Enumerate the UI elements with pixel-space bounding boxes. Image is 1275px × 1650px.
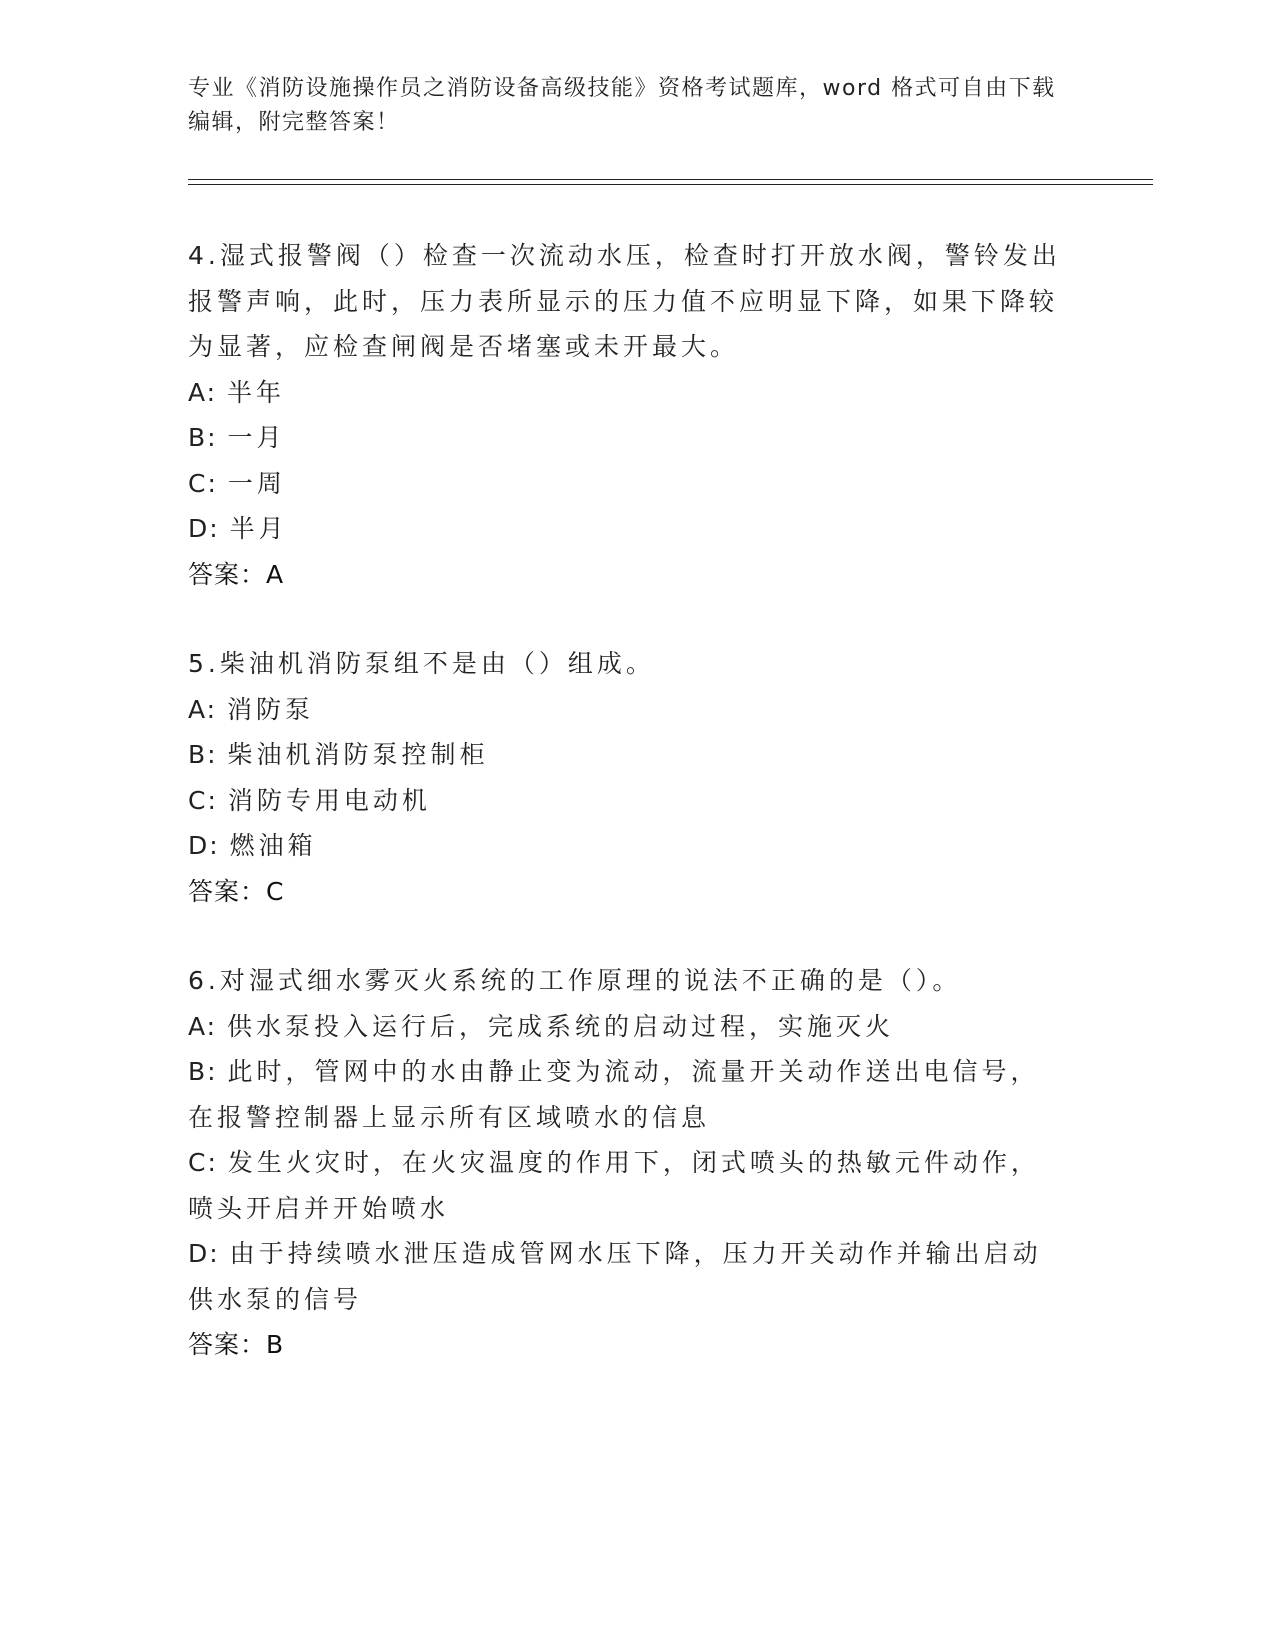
answer-line: 答案：A <box>188 559 285 589</box>
option-c <box>188 461 1068 507</box>
option-text: 消防专用电动机 <box>227 785 431 815</box>
option-a <box>188 687 1068 733</box>
option-d <box>188 1231 1068 1322</box>
option-label: C: <box>188 468 228 498</box>
option-label: A: <box>188 377 228 407</box>
option-label: D: <box>188 514 230 543</box>
option-label: B: <box>188 1057 228 1086</box>
option-c <box>188 778 1068 824</box>
option-text: 半年 <box>227 377 286 407</box>
option-text: 柴油机消防泵控制柜 <box>227 740 489 769</box>
option-label: C: <box>188 1148 228 1177</box>
option-b <box>188 415 1068 461</box>
header-divider-bottom <box>188 184 1153 185</box>
option-text: 由于持续喷水泄压造成管网水压下降，压力开关动作并输出启动供水泵的信号 <box>188 1239 1042 1314</box>
question-stem: 4.湿式报警阀（）检查一次流动水压，检查时打开放水阀，警铃发出报警声响，此时，压力表所显示的压力值不应明显下降，如果下降较为显著，应检查闸阀是否堵塞或未开最大。 <box>188 241 1061 361</box>
option-b <box>188 1049 1068 1140</box>
header-divider-top <box>188 179 1153 180</box>
option-text: 一周 <box>227 468 286 498</box>
answer-line: 答案：C <box>188 876 285 906</box>
question-stem: 5.柴油机消防泵组不是由（）组成。 <box>188 649 655 678</box>
option-label: B: <box>188 740 228 769</box>
option-label: A: <box>188 694 228 724</box>
option-label: D: <box>188 1239 230 1268</box>
option-text: 半月 <box>229 514 288 543</box>
option-a <box>188 1004 1068 1050</box>
option-label: C: <box>188 785 228 815</box>
document-header <box>188 72 1068 140</box>
option-label: D: <box>188 831 230 860</box>
question-6 <box>188 958 1068 1368</box>
answer-line: 答案：B <box>188 1330 285 1359</box>
question-5 <box>188 641 1068 914</box>
option-a <box>188 370 1068 416</box>
option-d <box>188 823 1068 869</box>
option-text: 供水泵投入运行后，完成系统的启动过程，实施灭火 <box>227 1011 895 1041</box>
question-list <box>188 233 1068 1412</box>
option-text: 燃油箱 <box>229 831 317 860</box>
option-label: B: <box>188 423 228 452</box>
option-text: 此时，管网中的水由静止变为流动，流量开关动作送出电信号，在报警控制器上显示所有区域喷水的信息 <box>188 1057 1040 1132</box>
option-c <box>188 1140 1068 1231</box>
header-text: 专业《消防设施操作员之消防设备高级技能》资格考试题库，word 格式可自由下载编辑，附完整答案！ <box>188 76 1056 135</box>
option-text: 一月 <box>227 423 286 452</box>
question-stem: 6.对湿式细水雾灭火系统的工作原理的说法不正确的是（）。 <box>188 966 962 995</box>
option-text: 消防泵 <box>227 694 315 724</box>
option-d <box>188 506 1068 552</box>
option-label: A: <box>188 1011 228 1041</box>
option-b <box>188 732 1068 778</box>
option-text: 发生火灾时，在火灾温度的作用下，闭式喷头的热敏元件动作，喷头开启并开始喷水 <box>188 1148 1040 1223</box>
question-4 <box>188 233 1068 597</box>
